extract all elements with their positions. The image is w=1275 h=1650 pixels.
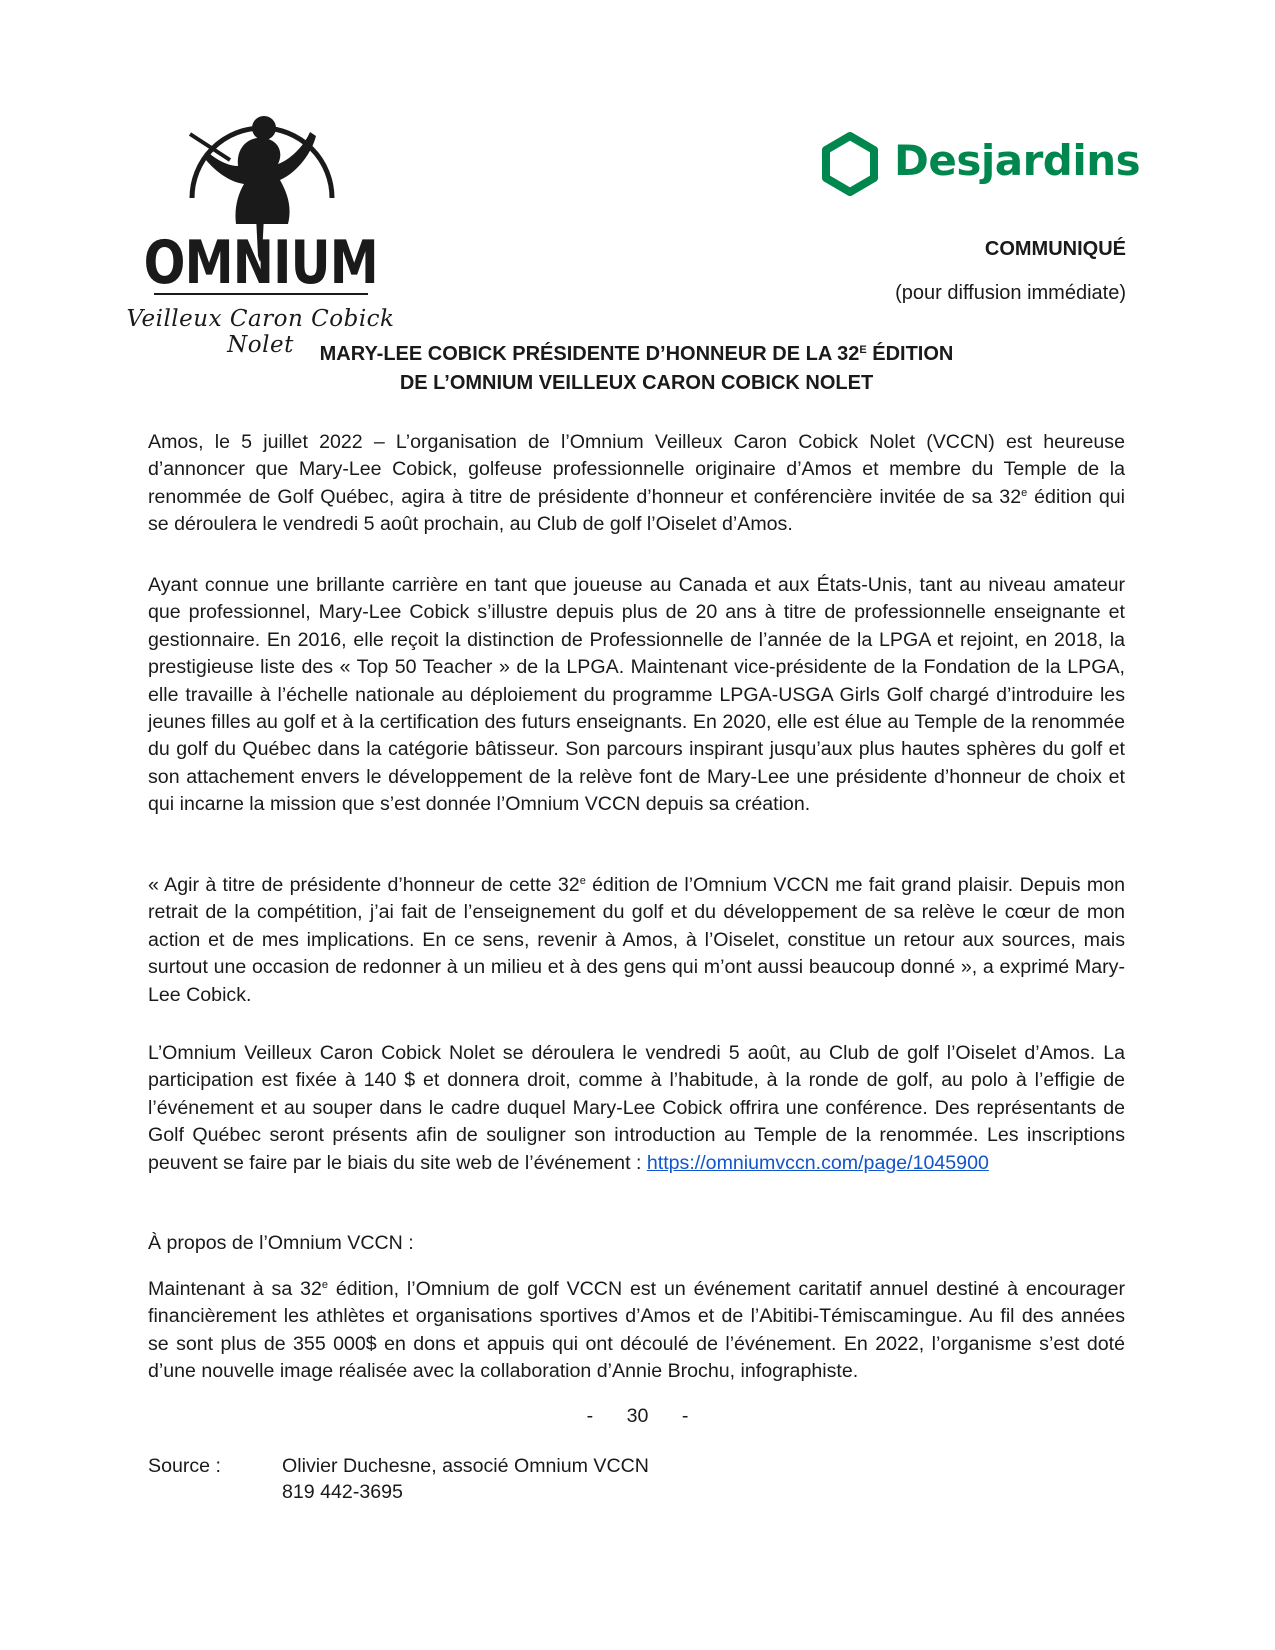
headline [148, 340, 1125, 398]
source-contact [282, 1453, 882, 1505]
desjardins-logo [818, 130, 1141, 200]
source-name: Olivier Duchesne, associé Omnium VCCN [282, 1455, 649, 1477]
omnium-wordmark: OMNIUM [143, 228, 378, 298]
about-heading: À propos de l’Omnium VCCN : [148, 1232, 414, 1254]
paragraph-about: Maintenant à sa 32e édition, l’Omnium de golf VCCN est un événement caritatif annuel destiné à encourager financièrement les athlètes et organisations sportives d’Amos et de l’Abitibi-Témiscamingue. Au fil des années se sont plus de 355 000$ en dons et appuis qui ont découlé de l’événement. En 2022, l’organisme s’est doté d’une nouvelle image réalisée avec la collaboration d’Annie Brochu, infographiste. [148, 1278, 1125, 1383]
registration-link[interactable]: https://omniumvccn.com/page/1045900 [646, 1151, 989, 1174]
paragraph-intro: Amos, le 5 juillet 2022 – L’organisation de l’Omnium Veilleux Caron Cobick Nolet (VCCN) est heureuse d’annoncer que Mary-Lee Cobick, golfeuse professionnelle originaire d’Amos et membre du Temple de la renommée de Golf Québec, agira à titre de présidente d’honneur et conférencière invitée de sa 32e édition qui se déroulera le vendredi 5 août prochain, au Club de golf l’Oiselet d’Amos. [148, 431, 1125, 536]
paragraph-career: Ayant connue une brillante carrière en tant que joueuse au Canada et aux États-Unis, tant au niveau amateur que professionnel, Mary-Lee Cobick s’illustre depuis plus de 20 ans à titre de professionnelle enseignante et gestionnaire. En 2016, elle reçoit la distinction de Professionnelle de l’année de la LPGA et rejoint, en 2018, la prestigieuse liste des « Top 50 Teacher » de la LPGA. Maintenant vice-présidente de la Fondation de la LPGA, elle travaille à l’échelle nationale au déploiement du programme LPGA-USGA Girls Golf chargé d’introduire les jeunes filles au golf et à la certification des futurs enseignants. En 2020, elle est élue au Temple de la renommée du golf du Québec dans la catégorie bâtisseur. Son parcours inspirant jusqu’aux plus hautes sphères du golf et son attachement envers le développement de la relève font de Mary-Lee une présidente d’honneur de choix et qui incarne la mission que s’est donnée l’Omnium VCCN depuis sa création. [148, 574, 1125, 816]
communique-label: COMMUNIQUÉ [984, 238, 1126, 260]
end-dash-right: - [681, 1405, 689, 1427]
paragraph-quote: « Agir à titre de présidente d’honneur de cette 32e édition de l’Omnium VCCN me fait grand plaisir. Depuis mon retrait de la compétition, j’ai fait de l’enseignement du golf et du développement de sa relève le cœur de mon action et de mes implications. En ce sens, revenir à Amos, à l’Oiselet, constitue un retour aux sources, mais surtout une occasion de redonner à un milieu et à des gens qui m’ont aussi beaucoup donné », a exprimé Mary-Lee Cobick. [148, 874, 1126, 1006]
end-number: 30 [626, 1405, 649, 1427]
source-phone: 819 442-3695 [282, 1481, 403, 1503]
paragraph-event-details: L’Omnium Veilleux Caron Cobick Nolet se déroulera le vendredi 5 août, au Club de golf l’Oiselet d’Amos. La participation est fixée à 140 $ et donnera droit, comme à l’habitude, à la ronde de golf, au polo à l’effigie de l’événement et au souper dans le cadre duquel Mary-Lee Cobick offrira une conférence. Des représentants de Golf Québec seront présents afin de souligner son introduction au Temple de la renommée. Les inscriptions peuvent se faire par le biais du site web de l’événement : https://omniumvccn.com/page/1045900 [148, 1042, 1125, 1174]
omnium-logo [118, 48, 403, 358]
end-dash-left: - [586, 1405, 594, 1427]
omnium-tagline: Veilleux Caron Cobick Nolet [126, 306, 395, 358]
headline-line-2: DE L’OMNIUM VEILLEUX CARON COBICK NOLET [399, 372, 874, 394]
diffusion-note: (pour diffusion immédiate) [895, 282, 1126, 304]
desjardins-wordmark: Desjardins [894, 136, 1141, 185]
headline-line-1: MARY-LEE COBICK PRÉSIDENTE D’HONNEUR DE LA $32^E$ ÉDITION [319, 343, 954, 365]
desjardins-hexagon-icon [818, 132, 882, 196]
end-marker [0, 1405, 1275, 1428]
source-label: Source : [148, 1455, 221, 1477]
